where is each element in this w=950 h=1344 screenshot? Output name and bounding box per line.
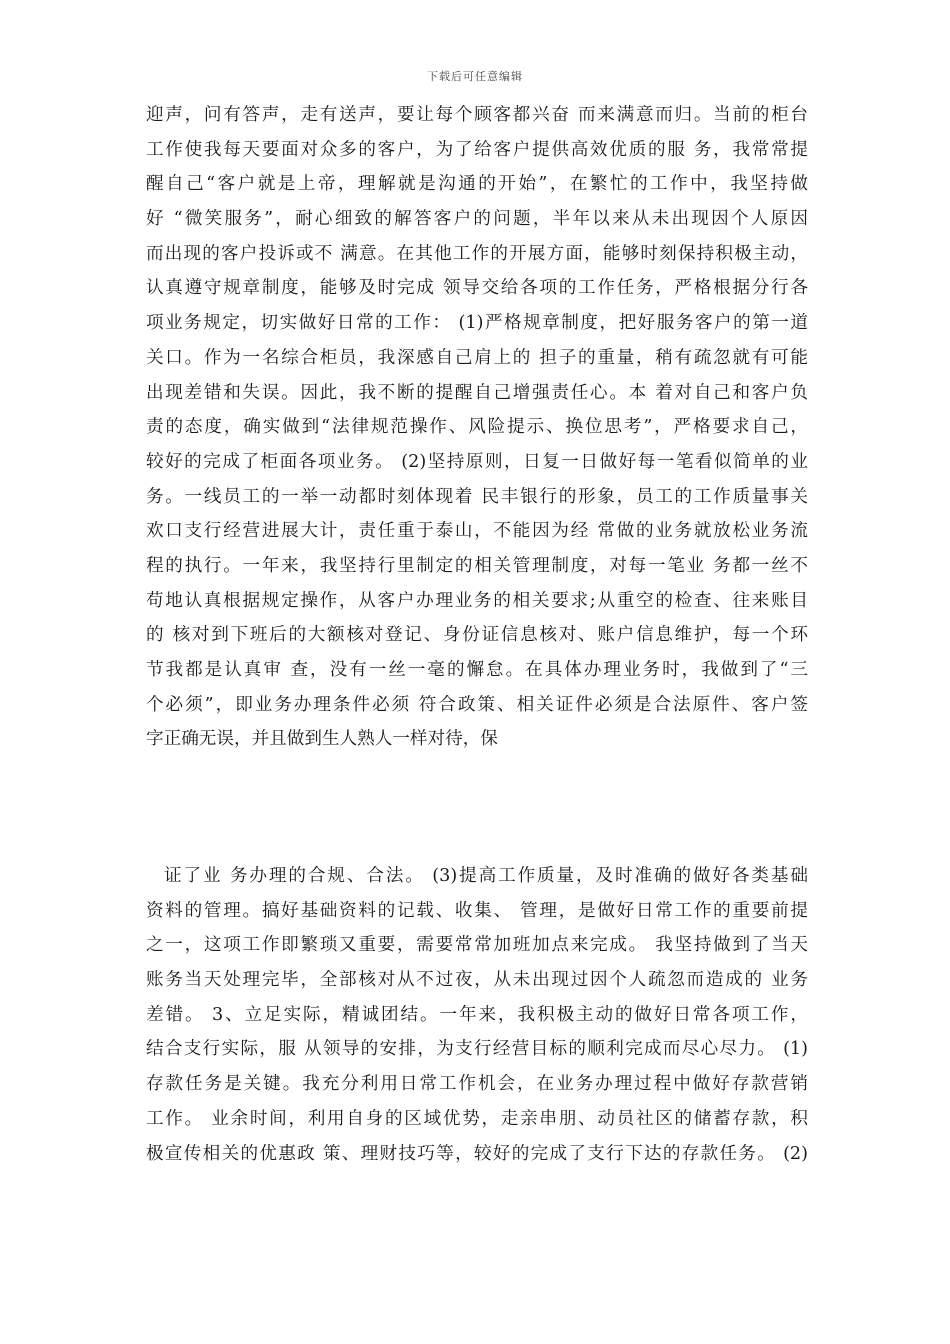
text-line: 字正确无误，并且做到生人熟人一样对待，保: [146, 729, 498, 750]
text-line: 之一，这项工作即繁琐又重要，需要常常加班加点来完成。 我坚持做到了当天: [146, 935, 808, 956]
text-line: 项业务规定，切实做好日常的工作： (1)严格规章制度，把好服务客户的第一道: [146, 313, 808, 334]
text-line: 极宣传相关的优惠政 策、理财技巧等，较好的完成了支行下达的存款任务。 (2): [146, 1143, 808, 1164]
text-line: 关口。作为一名综合柜员，我深感自己肩上的 担子的重量，稍有疏忽就有可能: [146, 347, 808, 368]
text-line: 好 “微笑服务”，耐心细致的解答客户的问题，半年以来从未出现因个人原因: [146, 209, 808, 230]
text-line: 欢口支行经营进展大计，责任重于泰山，不能因为经 常做的业务就放松业务流: [146, 521, 808, 542]
text-line: 苟地认真根据规定操作，从客户办理业务的相关要求;从重空的检查、往来账目: [146, 590, 808, 611]
paragraph-block-1: [146, 98, 808, 757]
text-line: 个必须”，即业务办理条件必须 符合政策、相关证件必须是合法原件、客户签: [146, 694, 808, 715]
text-line: 迎声，问有答声，走有送声，要让每个顾客都兴奋 而来满意而归。当前的柜台: [146, 105, 808, 125]
text-line: 出现差错和失误。因此，我不断的提醒自己增强责任心。本 着对自己和客户负: [146, 382, 808, 403]
text-line: 工作使我每天要面对众多的客户，为了给客户提供高效优质的服 务，我常常提: [146, 139, 808, 160]
text-line: 的 核对到下班后的大额核对登记、身份证信息核对、账户信息维护，每一个环: [146, 625, 808, 646]
text-line: 结合支行实际，服 从领导的安排，为支行经营目标的顺利完成而尽心尽力。 (1): [146, 1039, 808, 1060]
text-line: 节我都是认真审 查，没有一丝一毫的懈怠。在具体办理业务时，我做到了“三: [146, 660, 808, 680]
text-line: 证了业 务办理的合规、合法。 (3)提高工作质量，及时准确的做好各类基础: [164, 866, 808, 886]
text-line: 程的执行。一年来，我坚持行里制定的相关管理制度，对每一笔业 务都一丝不: [146, 555, 808, 576]
text-line: 务。一线员工的一举一动都时刻体现着 民丰银行的形象，员工的工作质量事关: [146, 486, 808, 507]
text-line: 存款任务是关键。我充分利用日常工作机会，在业务办理过程中做好存款营销: [146, 1074, 808, 1095]
page-header-note: 下载后可任意编辑: [427, 70, 523, 83]
text-line: 认真遵守规章制度，能够及时完成 领导交给各项的工作任务，严格根据分行各: [146, 278, 808, 299]
text-line: 账务当天处理完毕，全部核对从不过夜，从未出现过因个人疏忽而造成的 业务: [146, 970, 808, 991]
text-line: 责的态度，确实做到“法律规范操作、风险提示、换位思考”，严格要求自己，: [146, 417, 808, 438]
text-line: 醒自己“客户就是上帝，理解就是沟通的开始”，在繁忙的工作中，我坚持做: [146, 174, 808, 195]
text-line: 而出现的客户投诉或不 满意。在其他工作的开展方面，能够时刻保持积极主动，: [146, 243, 808, 264]
text-line: 资料的管理。搞好基础资料的记载、收集、 管理，是做好日常工作的重要前提: [146, 900, 808, 921]
text-line: 差错。 3、立足实际，精诚团结。一年来，我积极主动的做好日常各项工作，: [146, 1004, 808, 1025]
text-line: 工作。 业余时间，利用自身的区域优势，走亲串朋、动员社区的储蓄存款，积: [146, 1108, 808, 1129]
text-line: 较好的完成了柜面各项业务。 (2)坚持原则，日复一日做好每一笔看似简单的业: [146, 451, 808, 472]
paragraph-block-2: [146, 859, 808, 1171]
